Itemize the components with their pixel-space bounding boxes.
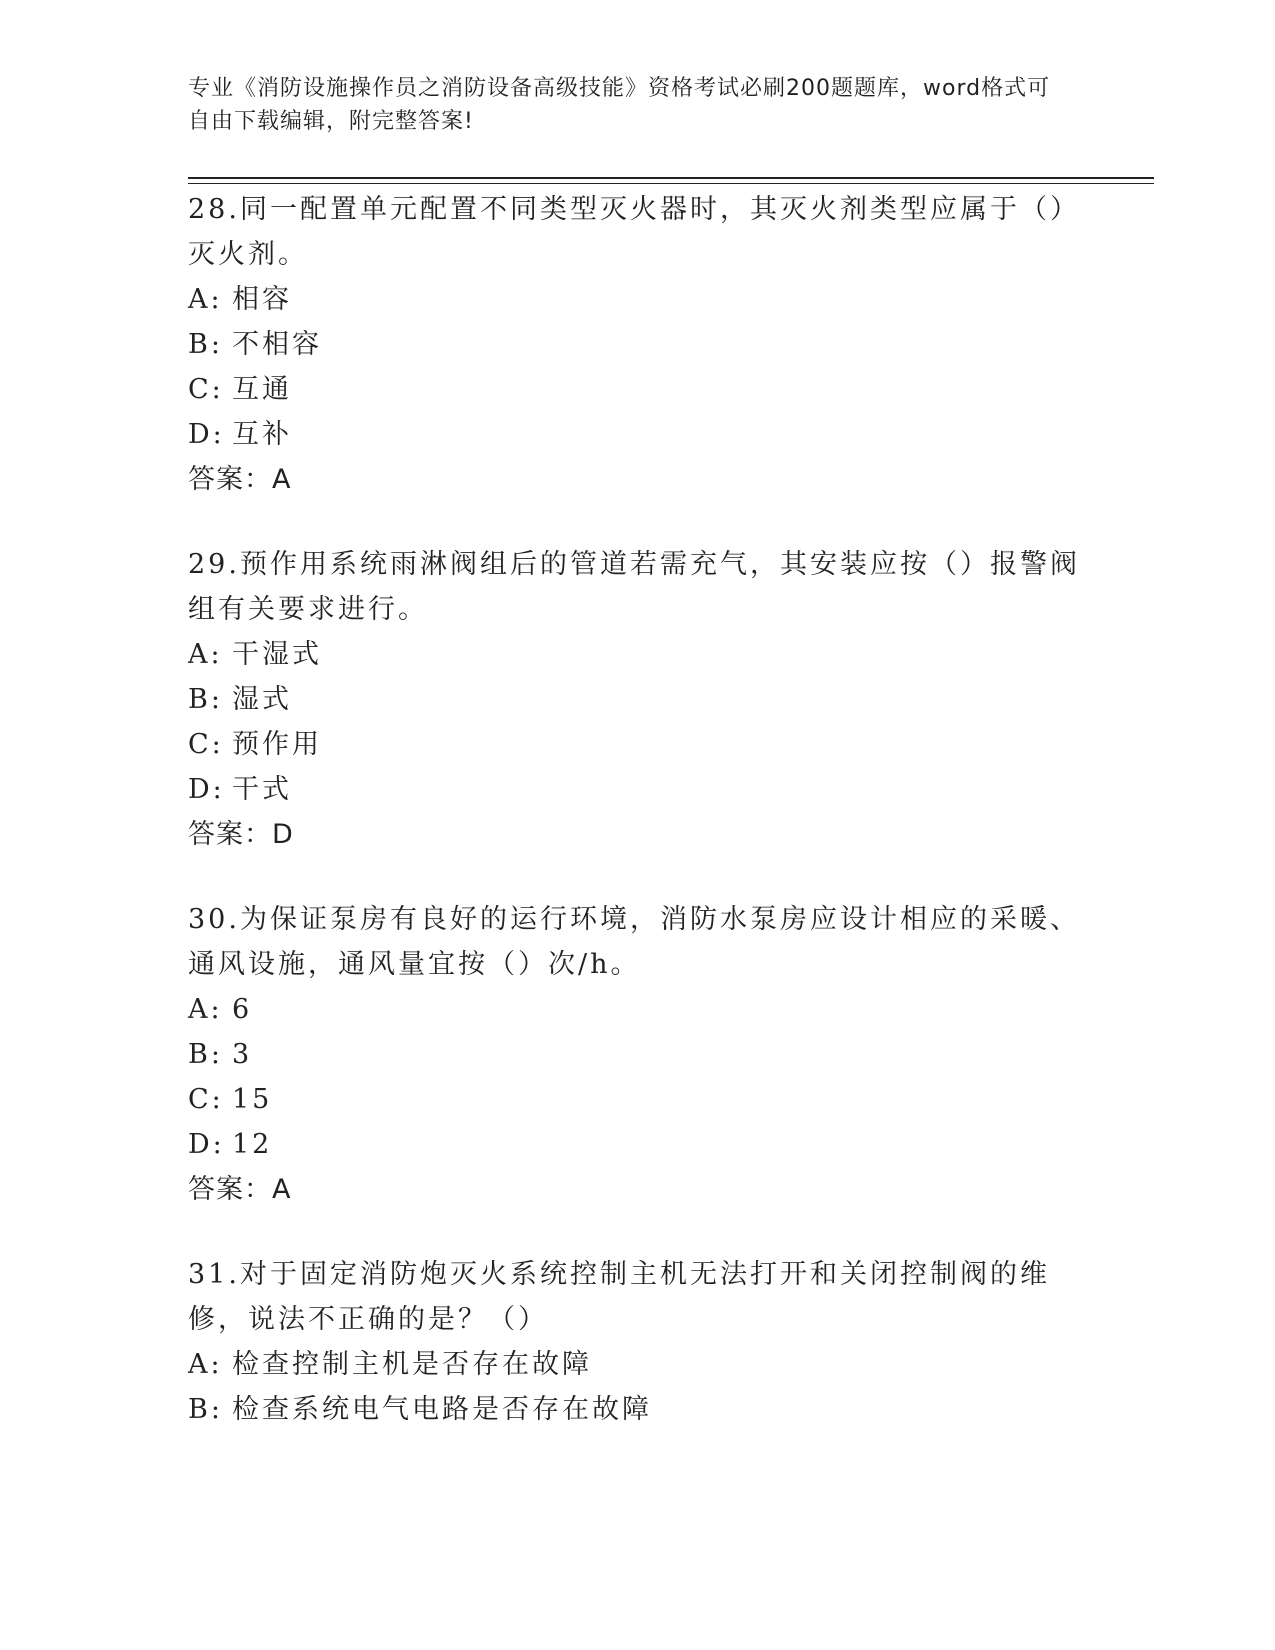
document-header: 专业《消防设施操作员之消防设备高级技能》资格考试必刷200题题库，word格式可自由下载编辑，附完整答案! (188, 76, 1051, 134)
option-b (188, 1387, 1088, 1432)
answer-line: 答案：A (188, 1174, 292, 1205)
option-label: A: (188, 1349, 223, 1380)
option-label: D: (188, 419, 225, 450)
option-text: 不相容 (232, 329, 322, 360)
option-label: A: (188, 284, 223, 315)
option-label: C: (188, 729, 224, 760)
option-text: 15 (232, 1084, 273, 1115)
option-a (188, 277, 1088, 322)
header-divider-thick (188, 177, 1154, 179)
question-stem: 30.为保证泵房有良好的运行环境，消防水泵房应设计相应的采暖、通风设施，通风量宜按（）次/h。 (188, 904, 1080, 980)
option-c (188, 722, 1088, 767)
option-text: 湿式 (232, 684, 292, 715)
option-a (188, 632, 1088, 677)
option-label: D: (188, 774, 225, 805)
option-b (188, 677, 1088, 722)
option-d (188, 1122, 1088, 1167)
question-28 (188, 187, 1088, 502)
question-29 (188, 542, 1088, 857)
option-b (188, 322, 1088, 367)
question-31 (188, 1252, 1088, 1432)
option-text: 互补 (232, 419, 292, 450)
option-label: A: (188, 639, 223, 670)
option-label: B: (188, 329, 223, 360)
option-label: A: (188, 994, 223, 1025)
option-c (188, 1077, 1088, 1122)
option-text: 3 (232, 1039, 253, 1070)
option-d (188, 767, 1088, 812)
question-stem: 28.同一配置单元配置不同类型灭火器时，其灭火剂类型应属于（）灭火剂。 (188, 194, 1080, 270)
question-stem: 31.对于固定消防炮灭火系统控制主机无法打开和关闭控制阀的维修，说法不正确的是？（） (188, 1259, 1050, 1335)
option-c (188, 367, 1088, 412)
option-label: D: (188, 1129, 225, 1160)
answer-line: 答案：D (188, 819, 294, 850)
option-label: B: (188, 684, 223, 715)
option-text: 检查控制主机是否存在故障 (232, 1349, 592, 1380)
option-text: 6 (232, 994, 253, 1025)
header-divider-thin (188, 183, 1154, 184)
question-stem: 29.预作用系统雨淋阀组后的管道若需充气，其安装应按（）报警阀组有关要求进行。 (188, 549, 1080, 625)
option-label: B: (188, 1394, 223, 1425)
option-a (188, 987, 1088, 1032)
option-b (188, 1032, 1088, 1077)
option-label: C: (188, 1084, 224, 1115)
option-text: 干式 (232, 774, 292, 805)
option-d (188, 412, 1088, 457)
option-text: 干湿式 (232, 639, 322, 670)
option-label: C: (188, 374, 224, 405)
option-text: 检查系统电气电路是否存在故障 (232, 1394, 652, 1425)
option-a (188, 1342, 1088, 1387)
question-30 (188, 897, 1088, 1212)
option-text: 12 (232, 1129, 273, 1160)
option-text: 相容 (232, 284, 292, 315)
answer-line: 答案：A (188, 464, 292, 495)
option-label: B: (188, 1039, 223, 1070)
option-text: 预作用 (232, 729, 322, 760)
option-text: 互通 (232, 374, 292, 405)
question-list (188, 187, 1088, 1472)
